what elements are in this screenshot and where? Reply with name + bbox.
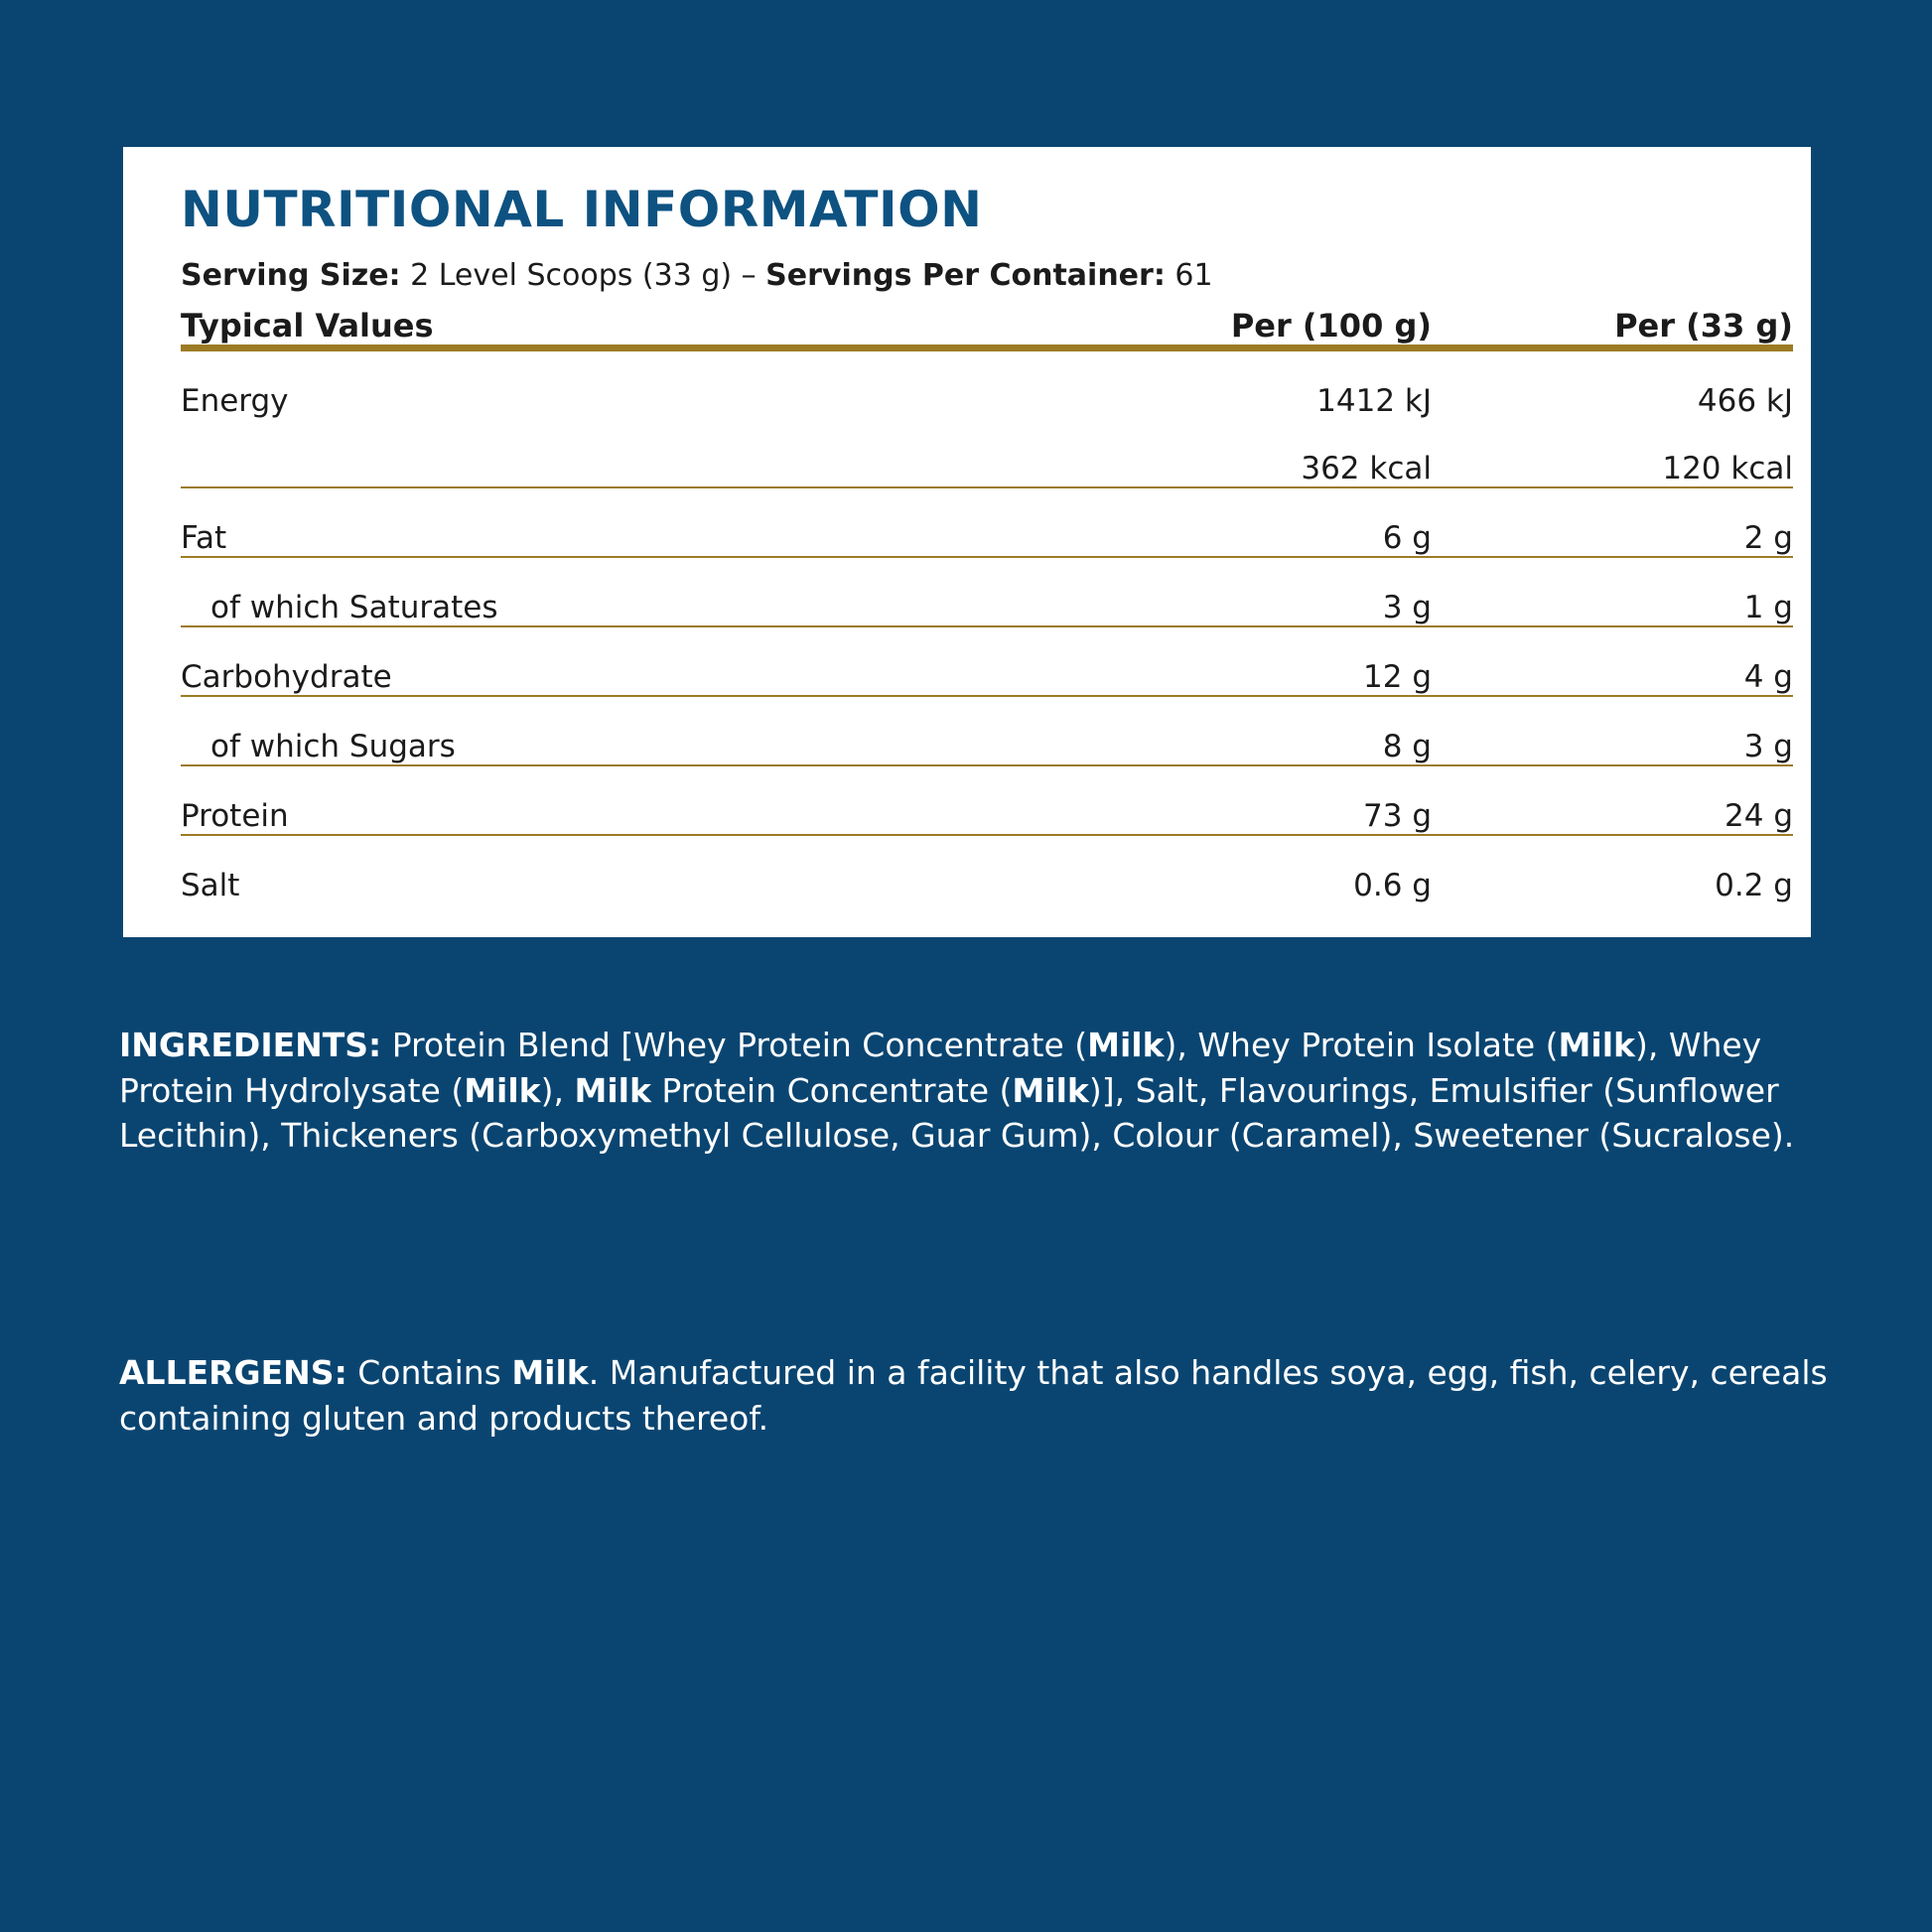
row-value-per-100g: 0.6 g [1353, 868, 1432, 903]
row-value-per-100g: 12 g [1363, 659, 1432, 695]
nutrition-panel [123, 147, 1811, 937]
table-row [181, 488, 1793, 557]
table-row [181, 697, 1793, 765]
table-header-row [181, 307, 1793, 348]
row-value-per-33g: 2 g [1743, 520, 1793, 556]
table-row [181, 419, 1793, 487]
row-value-per-33g: 1 g [1743, 590, 1793, 625]
table-row [181, 558, 1793, 626]
row-value-per-33g: 0.2 g [1715, 868, 1793, 903]
table-row [181, 836, 1793, 903]
nutrition-table [181, 307, 1793, 903]
row-label: Carbohydrate [181, 659, 392, 695]
row-label: of which Sugars [210, 729, 456, 764]
ingredients-label: INGREDIENTS: [119, 1026, 382, 1064]
allergens-text: Contains Milk. Manufactured in a facility that also handles soya, egg, fish, celery, cereals containing gluten and products thereof. [119, 1353, 1828, 1438]
row-label: Fat [181, 520, 227, 556]
row-value-per-33g: 3 g [1743, 729, 1793, 764]
row-value-per-100g: 1412 kJ [1316, 383, 1432, 419]
row-label: Energy [181, 383, 289, 419]
row-value-per-100g: 8 g [1382, 729, 1432, 764]
column-header-per-33g: Per (33 g) [1614, 307, 1793, 345]
row-value-per-33g: 24 g [1725, 798, 1793, 834]
serving-size-value: 2 Level Scoops (33 g) [410, 258, 733, 293]
row-value-per-33g: 4 g [1743, 659, 1793, 695]
table-row [181, 351, 1793, 419]
row-label [181, 419, 1054, 487]
column-header-typical-values: Typical Values [181, 307, 434, 345]
serving-size-label: Serving Size: [181, 258, 401, 293]
allergens-label: ALLERGENS: [119, 1353, 347, 1392]
row-value-per-33g: 466 kJ [1697, 383, 1793, 419]
row-label: of which Saturates [210, 590, 498, 625]
row-label: Salt [181, 868, 240, 903]
serving-separator: – [741, 258, 757, 293]
row-value-per-100g: 3 g [1382, 590, 1432, 625]
row-value-per-100g: 6 g [1382, 520, 1432, 556]
ingredients-text: Protein Blend [Whey Protein Concentrate (Milk), Whey Protein Isolate (Milk), Whey Protein Hydrolysate (Milk), Milk Protein Concentrate (Milk)], Salt, Flavourings, Emulsifier (Sunflower Lecithin), Thickeners (Carboxymethyl Cellulose, Guar Gum), Colour (Caramel), Sweetener (Sucralose). [119, 1026, 1795, 1156]
page-title: NUTRITIONAL INFORMATION [181, 181, 983, 238]
column-header-per-100g: Per (100 g) [1230, 307, 1432, 345]
ingredients-block [119, 1023, 1837, 1159]
servings-per-container-value: 61 [1174, 258, 1213, 293]
row-label: Protein [181, 798, 289, 834]
row-value-per-33g: 120 kcal [1662, 451, 1793, 486]
table-row [181, 627, 1793, 696]
allergens-block [119, 1350, 1837, 1441]
servings-per-container-label: Servings Per Container: [765, 258, 1166, 293]
table-row [181, 766, 1793, 835]
row-value-per-100g: 362 kcal [1301, 451, 1432, 486]
row-value-per-100g: 73 g [1363, 798, 1432, 834]
serving-info [181, 258, 1775, 293]
